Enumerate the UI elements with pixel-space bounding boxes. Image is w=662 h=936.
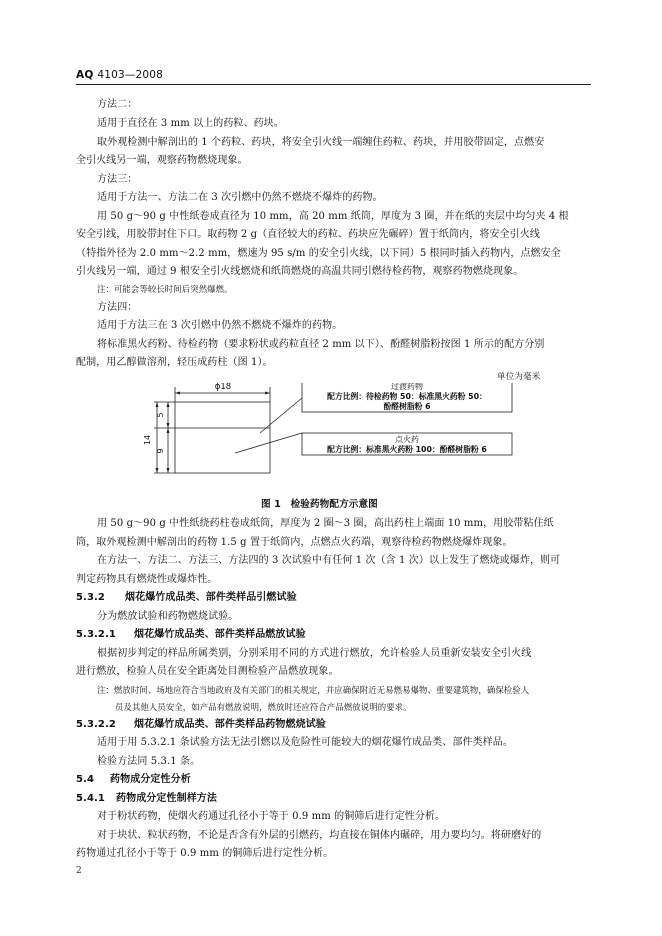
section-5-3-2-1-note-line: 员及其他人员安全，如产品有燃放说明，燃放时还应符合产品燃放说明的要求。: [115, 702, 412, 712]
total-height-label: 14: [143, 434, 152, 446]
heading-title: 烟花爆竹成品类、部件类样品燃放试验: [134, 629, 306, 640]
section-5-4-1-body-line: 对于块状、粒状药物，不论是否含有外层的引燃药，均直接在铜体内碾碎，用力要均匀。将研磨好的: [97, 830, 542, 841]
heading-number: 5.4: [76, 774, 95, 785]
method-four-scope: 适用于方法三在 3 次引燃中仍然不燃烧不爆炸的药物。: [97, 320, 343, 331]
dim-arrow: [175, 392, 180, 395]
method-four-body-line: 将标准黑火药粉、待检药物（要求粉状或药粒直径 2 mm 以下）、酚醛树脂粉按图 1 所示的配方分别: [97, 339, 545, 350]
heading-title: 药物成分定性制样方法: [116, 793, 217, 804]
top-height-label: 5: [156, 412, 165, 418]
lower-box-line: 配方比例：标准黑火药粉 100：酚醛树脂粉 6: [327, 445, 487, 454]
heading-5-3-2-1: [76, 629, 306, 641]
dim-arrow: [167, 402, 170, 407]
heading-title: 药物成分定性分析: [110, 774, 191, 785]
heading-5-4: [76, 774, 191, 786]
heading-5-3-2: [76, 592, 297, 604]
judgement-line: 判定药物具有燃烧性或爆炸性。: [76, 574, 218, 585]
bottom-height-label: 9: [156, 448, 165, 454]
figure-1-diagram: [130, 383, 530, 498]
standard-prefix: AQ: [76, 69, 94, 81]
method-three-title: 方法三：: [97, 174, 138, 185]
upper-leader-line: [260, 398, 302, 433]
section-5-4-1-body-line: 对于粉状药物，使烟火药通过孔径小于等于 0.9 mm 的铜筛后进行定性分析。: [97, 811, 446, 822]
figure-caption: 图 1 检验药物配方示意图: [261, 499, 378, 510]
dim-arrow: [265, 392, 270, 395]
section-5-4-1-body-line: 药物通过孔径小于等于 0.9 mm 的铜筛后进行定性分析。: [76, 848, 334, 859]
dim-arrow: [167, 423, 170, 428]
page-number: 2: [76, 866, 82, 876]
heading-number: 5.3.2.1: [76, 629, 116, 640]
dim-arrow: [167, 428, 170, 433]
heading-title: 烟花爆竹成品类、部件类样品引燃试验: [125, 592, 297, 603]
section-5-3-2-2-body-line: 检验方法同 5.3.1 条。: [97, 756, 201, 767]
upper-box-title: 过渡药物: [391, 383, 423, 391]
section-5-3-2-1-body-line: 根据初步判定的样品所属类别，分别采用不同的方式进行燃放，允许检验人员重新安装安全引火线: [97, 648, 532, 659]
header-rule: [76, 84, 591, 85]
heading-number: 5.4.1: [76, 793, 105, 804]
dim-arrow: [167, 468, 170, 473]
method-three-body-line: 引火线另一端，通过 9 根安全引火线燃烧和纸筒燃烧的高温共同引燃待检药物，观察药物燃烧现象。: [76, 266, 524, 277]
heading-number: 5.3.2.2: [76, 719, 116, 730]
method-two-scope: 适用于直径在 3 mm 以上的药粒、药块。: [97, 118, 284, 129]
standard-number: [76, 69, 163, 81]
dim-arrow: [156, 402, 159, 407]
upper-box-line: 配方比例：待检药物 50：标准黑火药粉 50：: [327, 392, 487, 401]
heading-number: 5.3.2: [76, 592, 105, 603]
method-three-body-line: （特指外径为 2.0 mm～2.2 mm，燃速为 95 s/m 的安全引火线，以下同）5 根同时插入药物内，点燃安全: [76, 248, 561, 259]
after-figure-line: 筒，取外观检测中解剖出的药物 1.5 g 置于纸筒内，点燃点火药端，观察待检药物燃烧爆炸现象。: [76, 537, 513, 548]
heading-5-3-2-2: [76, 719, 326, 731]
method-two-body-line: 取外观检测中解剖出的 1 个药粒、药块，将安全引火线一端缠住药粒、药块，并用胶带固定，点燃安: [97, 137, 545, 148]
method-four-body-line: 配制，用乙醇做溶剂，轻压成药柱（图 1）。: [76, 357, 273, 368]
method-three-body-line: 用 50 g～90 g 中性纸卷成直径为 10 mm，高 20 mm 纸筒，厚度为 3 圈，并在纸的夹层中均匀夹 4 根: [97, 211, 569, 222]
after-figure-line: 用 50 g～90 g 中性纸绕药柱卷成纸筒，厚度为 2 圈～3 圈，高出药柱上端面 10 mm，用胶带粘住纸: [97, 518, 554, 529]
method-three-note: 注：可能会等较长时间后突然爆燃。: [97, 284, 233, 294]
lower-box-title: 点火药: [395, 435, 419, 444]
method-three-scope: 适用于方法一、方法二在 3 次引燃中仍然不燃烧不爆炸的药物。: [97, 192, 383, 203]
diameter-label: ϕ18: [214, 383, 232, 392]
judgement-line: 在方法一、方法二、方法三、方法四的 3 次试验中有任何 1 次（含 1 次）以上发生了燃烧或爆炸，则可: [97, 555, 561, 566]
method-four-title: 方法四：: [97, 302, 138, 313]
standard-code: 4103—2008: [97, 69, 164, 81]
section-5-3-2-1-note-line: 注：燃放时间、场地应符合当地政府及有关部门的相关规定，并应确保附近无易燃易爆物、重要建筑物，确保检验人: [97, 685, 530, 695]
section-5-3-2-1-body-line: 进行燃放，检验人员在安全距离处目测检验产品燃放现象。: [76, 666, 339, 677]
upper-box-line: 酚醛树脂粉 6: [383, 402, 431, 411]
powder-column-outline: [175, 402, 270, 473]
dim-arrow: [156, 468, 159, 473]
lower-leader-line: [235, 433, 302, 453]
figure-unit-label: 单位为毫米: [497, 372, 541, 382]
method-three-body-line: 安全引线，用胶带封住下口。取药物 2 g（直径较大的药粒、药块应先碾碎）置于纸筒内，将安全引火线: [76, 229, 540, 240]
heading-title: 烟花爆竹成品类、部件类样品药物燃烧试验: [134, 719, 326, 730]
method-two-title: 方法二：: [97, 99, 138, 110]
section-5-3-2-body: 分为燃放试验和药物燃烧试验。: [97, 611, 239, 622]
section-5-3-2-2-body-line: 适用于用 5.3.2.1 条试验方法无法引燃以及危险性可能较大的烟花爆竹成品类、部件类样品。: [97, 737, 513, 748]
method-two-body-line: 全引火线另一端，观察药物燃烧现象。: [76, 155, 248, 166]
heading-5-4-1: [76, 793, 217, 805]
